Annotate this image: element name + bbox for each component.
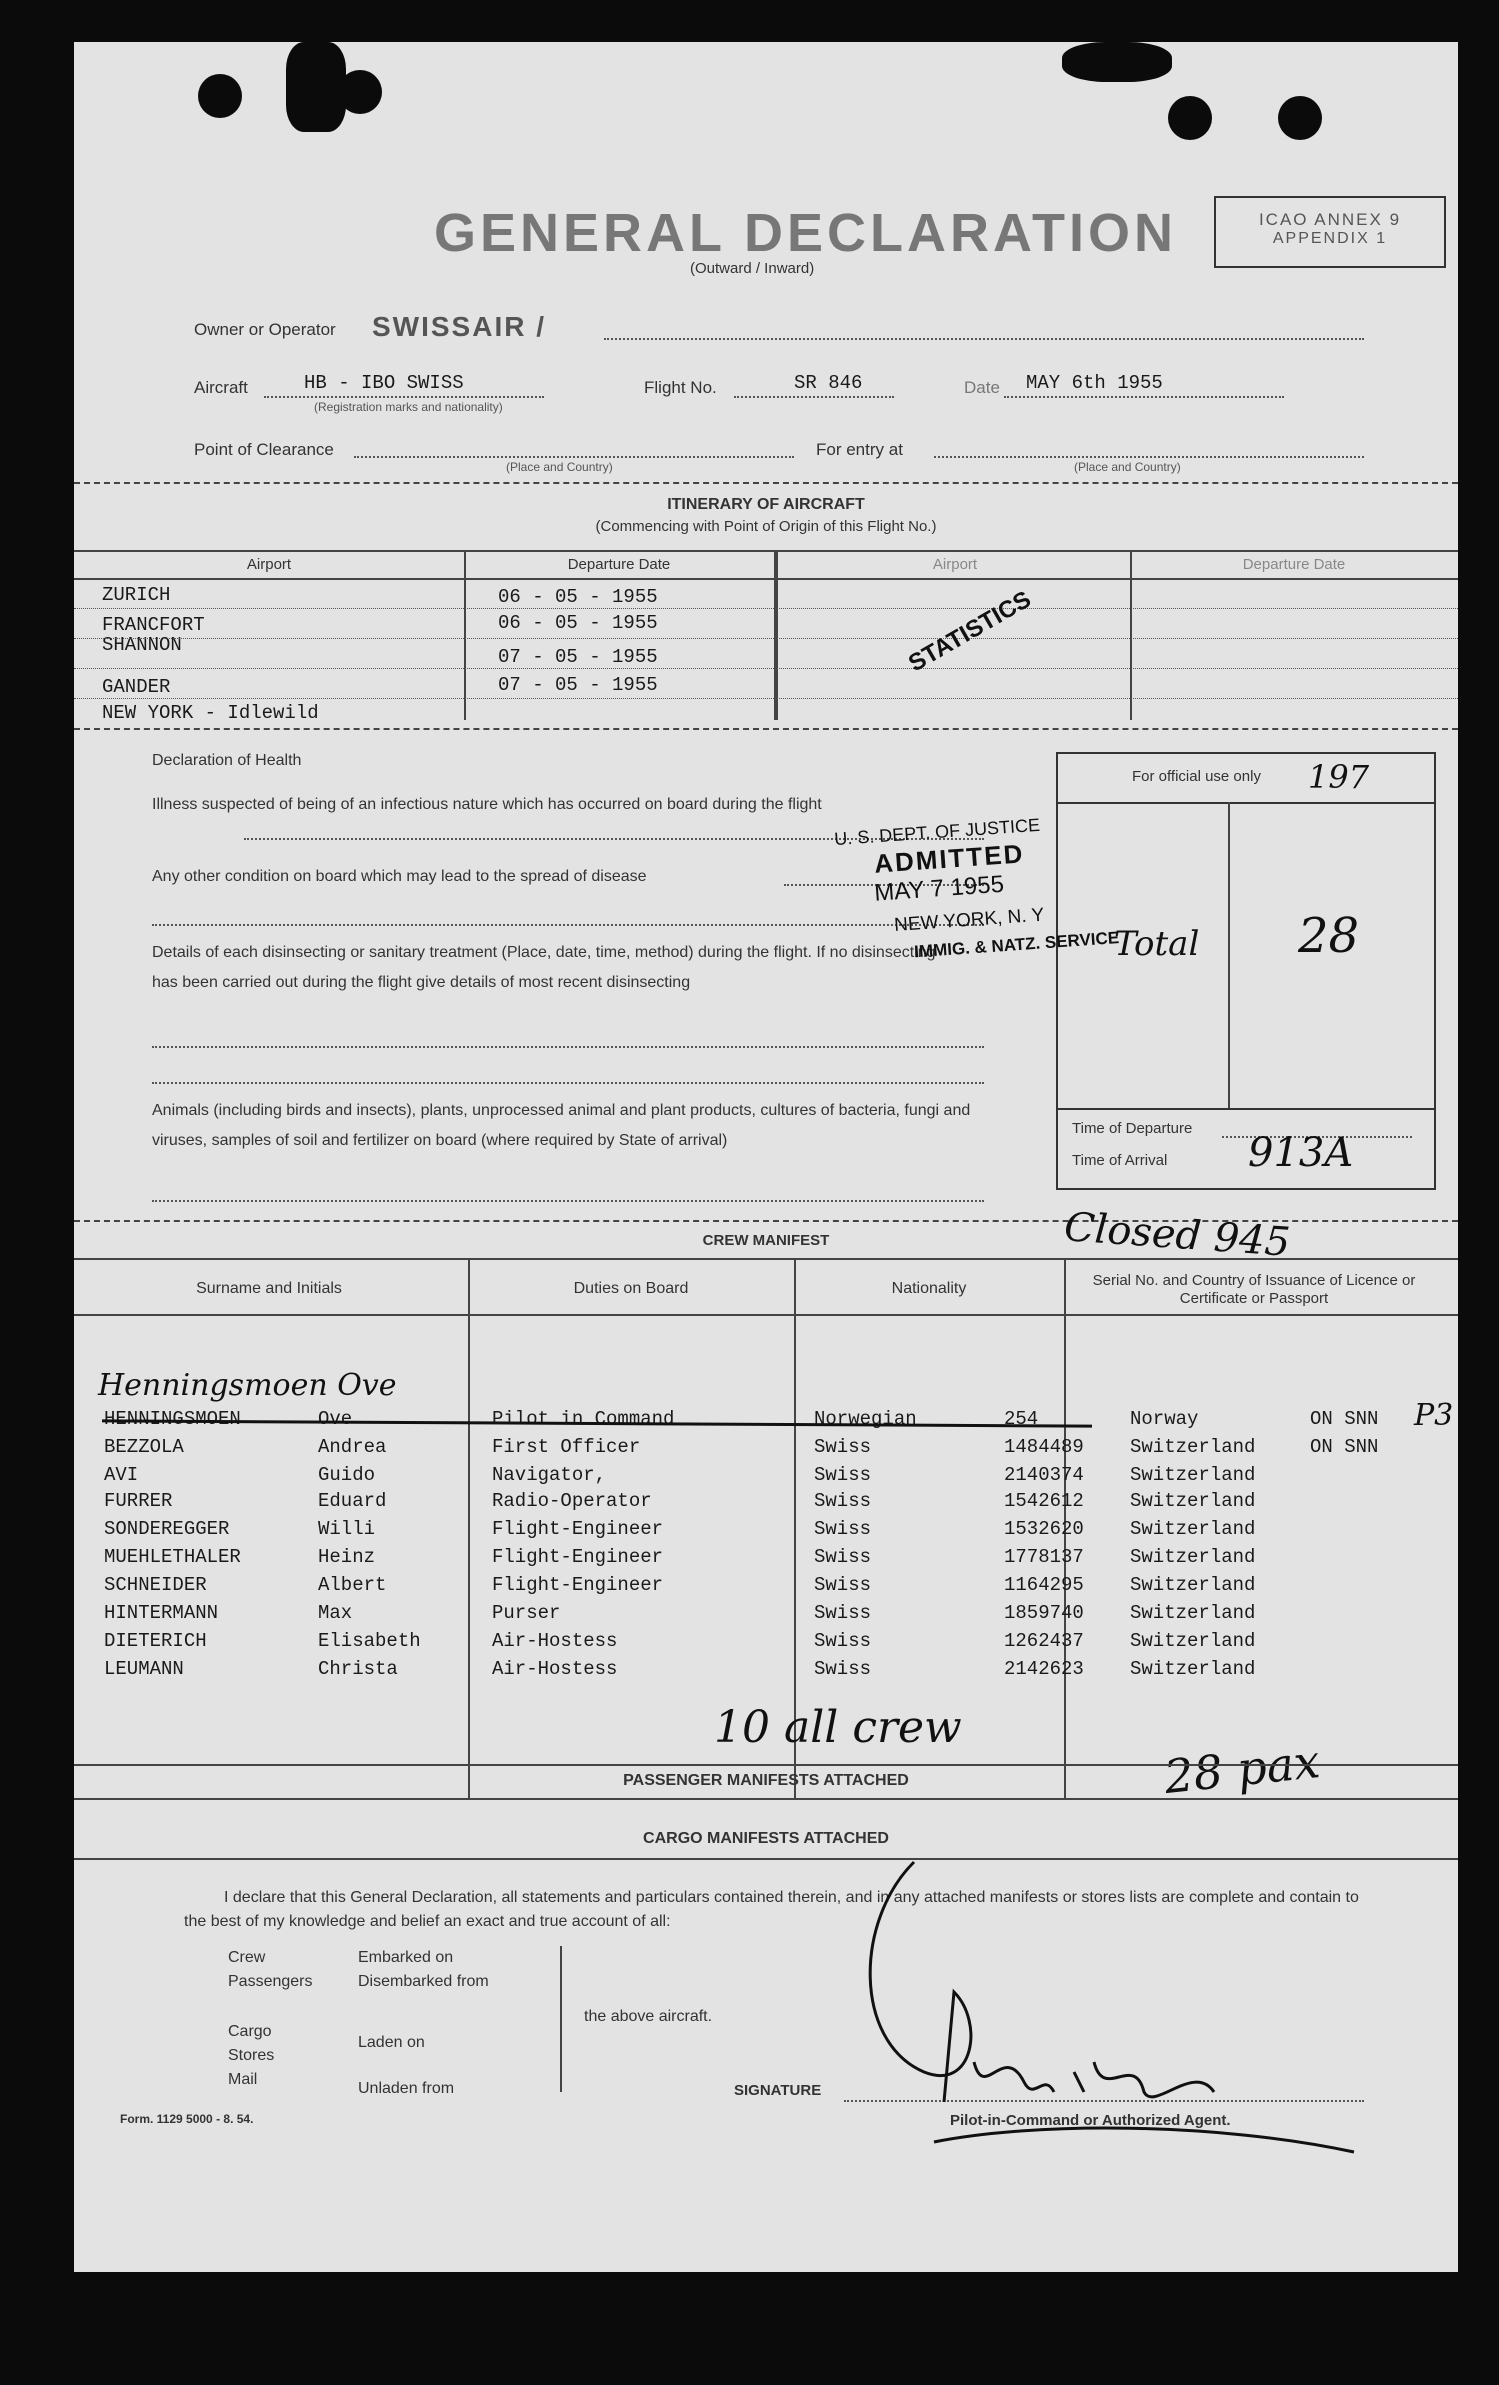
stamp-line: NEW YORK, N. Y <box>893 904 1045 937</box>
disinsecting-text: Details of each disinsecting or sanitary treatment (Place, date, time, method) during the flight. If no disinsecting has been carried out during the flight give details of most recent disinsecting <box>152 944 936 991</box>
col-serial: Serial No. and Country of Issuance of Licence or Certificate or Passport <box>1092 1272 1416 1307</box>
crew-surname: BEZZOLA <box>104 1436 184 1458</box>
divider <box>74 482 1458 484</box>
passengers-label: Passengers <box>228 1973 313 1990</box>
crew-surname: DIETERICH <box>104 1630 207 1652</box>
col-surname: Surname and Initials <box>196 1280 342 1297</box>
crew-duty: Flight-Engineer <box>492 1518 664 1540</box>
aircraft-label: Aircraft <box>194 378 248 397</box>
col-airport-2: Airport <box>932 556 978 573</box>
divider <box>74 1798 1458 1800</box>
disinsecting-line-2 <box>152 1082 984 1084</box>
laden-group <box>358 2020 454 2112</box>
crew-nationality: Swiss <box>814 1602 872 1624</box>
date-value: MAY 6th 1955 <box>1026 372 1163 394</box>
crew-initials: Ove <box>318 1408 353 1430</box>
punch-hole <box>198 74 242 118</box>
crew-initials: Heinz <box>318 1546 376 1568</box>
itinerary-date: 06 - 05 - 1955 <box>498 612 658 634</box>
annex-line1: ICAO ANNEX 9 <box>1258 210 1402 229</box>
time-arrival-label: Time of Arrival <box>1072 1152 1168 1169</box>
crew-initials: Willi <box>318 1518 376 1540</box>
crew-country: Switzerland <box>1130 1602 1256 1624</box>
crew-country: Switzerland <box>1130 1546 1256 1568</box>
unladen-label: Unladen from <box>358 2080 455 2097</box>
crew-pax-group <box>228 1946 313 1994</box>
crew-serial: 1859740 <box>1004 1602 1084 1624</box>
crew-nationality: Swiss <box>814 1546 872 1568</box>
owner-label: Owner or Operator <box>194 320 336 339</box>
divider <box>74 578 1458 580</box>
crew-duty: Air-Hostess <box>492 1630 618 1652</box>
crew-title: CREW MANIFEST <box>702 1232 830 1249</box>
crew-country: Switzerland <box>1130 1464 1256 1486</box>
crew-label: Crew <box>228 1949 266 1966</box>
entry-line <box>934 456 1364 458</box>
embarked-label: Embarked on <box>358 1949 454 1966</box>
col-departure: Departure Date <box>567 556 671 573</box>
crew-duty: Flight-Engineer <box>492 1546 664 1568</box>
crew-initials: Guido <box>318 1464 376 1486</box>
entry-note: (Place and Country) <box>1074 460 1181 474</box>
crew-duty: Navigator, <box>492 1464 607 1486</box>
crew-nationality: Swiss <box>814 1658 872 1680</box>
col-sep <box>464 550 466 720</box>
torn-paper <box>286 42 346 132</box>
punch-hole <box>1168 96 1212 140</box>
cargo-manifests: CARGO MANIFESTS ATTACHED <box>643 1830 889 1847</box>
itinerary-airport: ZURICH <box>102 584 171 606</box>
col-duties: Duties on Board <box>573 1280 689 1297</box>
crew-surname: MUEHLETHALER <box>104 1546 241 1568</box>
crew-serial: 254 <box>1004 1408 1039 1430</box>
itinerary-title: ITINERARY OF AIRCRAFT <box>667 496 865 513</box>
col-airport: Airport <box>246 556 292 573</box>
divider <box>74 1258 1458 1260</box>
signature-scribble <box>834 1842 1394 2212</box>
crew-serial: 1778137 <box>1004 1546 1084 1568</box>
crew-country: Switzerland <box>1130 1574 1256 1596</box>
box-divider <box>1058 1108 1434 1110</box>
crew-surname: AVI <box>104 1464 139 1486</box>
passenger-manifests: PASSENGER MANIFESTS ATTACHED <box>623 1772 909 1789</box>
crew-serial: 1484489 <box>1004 1436 1084 1458</box>
crew-surname: FURRER <box>104 1490 173 1512</box>
total-value: 28 <box>1298 908 1360 964</box>
declaration-text: I declare that this General Declaration, all statements and particulars contained therein, and in any attached manifests or stores lists are complete and contain to the best of my knowledge and belief an exact and true account of all: <box>184 1889 1359 1930</box>
itinerary-airport: SHANNON <box>102 634 182 656</box>
annex-line2: APPENDIX 1 <box>1272 230 1388 247</box>
pax-count: 28 pax <box>1161 1733 1323 1805</box>
crew-duty: Air-Hostess <box>492 1658 618 1680</box>
row-line <box>74 698 1458 699</box>
owner-value: SWISSAIR / <box>372 311 547 342</box>
form-title: GENERAL DECLARATION <box>434 203 1178 263</box>
row-line <box>74 668 1458 669</box>
itinerary-airport: FRANCFORT <box>102 614 205 636</box>
crew-duty: Flight-Engineer <box>492 1574 664 1596</box>
crew-duty: First Officer <box>492 1436 641 1458</box>
crew-nationality: Norwegian <box>814 1408 917 1430</box>
crew-extra: ON SNN <box>1310 1408 1379 1430</box>
col-sep <box>468 1258 470 1800</box>
form-number: Form. 1129 5000 - 8. 54. <box>120 2112 254 2126</box>
crew-duty: Purser <box>492 1602 561 1624</box>
cargo-group <box>228 2020 274 2092</box>
itinerary-airport: NEW YORK - Idlewild <box>102 702 319 724</box>
crew-nationality: Swiss <box>814 1574 872 1596</box>
col-departure-2: Departure Date <box>1242 556 1346 573</box>
crew-country: Switzerland <box>1130 1490 1256 1512</box>
crew-country: Switzerland <box>1130 1658 1256 1680</box>
flight-label: Flight No. <box>644 378 717 397</box>
official-label: For official use only <box>1132 768 1261 785</box>
crew-initials: Max <box>318 1602 353 1624</box>
stamp-line: IMMIG. & NATZ. SERVICE <box>913 928 1120 962</box>
disembarked-label: Disembarked from <box>358 1973 489 1990</box>
crew-extra: ON SNN <box>1310 1436 1379 1458</box>
crew-country: Switzerland <box>1130 1436 1256 1458</box>
crew-surname: HINTERMANN <box>104 1602 219 1624</box>
stores-label: Stores <box>228 2047 275 2064</box>
laden-label: Laden on <box>358 2034 425 2051</box>
other-text: Any other condition on board which may lead to the spread of disease <box>152 868 647 885</box>
clearance-label: Point of Clearance <box>194 440 334 459</box>
crew-initials: Eduard <box>318 1490 387 1512</box>
clearance-note: (Place and Country) <box>506 460 613 474</box>
animals-line <box>152 1200 984 1202</box>
itinerary-subtitle: (Commencing with Point of Origin of this Flight No.) <box>595 518 937 535</box>
entry-label: For entry at <box>816 440 903 459</box>
crew-country: Switzerland <box>1130 1630 1256 1652</box>
official-number: 197 <box>1308 758 1370 796</box>
divider <box>74 1764 1458 1766</box>
stamp-line: U. S. DEPT. OF JUSTICE <box>833 814 1041 850</box>
itinerary-date: 07 - 05 - 1955 <box>498 646 658 668</box>
signature-label: SIGNATURE <box>734 2082 822 2099</box>
statistics-stamp: STATISTICS <box>904 585 1036 678</box>
torn-paper <box>1062 42 1172 82</box>
handwritten-name: Henningsmoen Ove <box>98 1368 397 1403</box>
crew-initials: Albert <box>318 1574 387 1596</box>
itinerary-date: 07 - 05 - 1955 <box>498 674 658 696</box>
signature-sub: Pilot-in-Command or Authorized Agent. <box>950 2112 1231 2129</box>
crew-surname: HENNINGSMOEN <box>104 1408 241 1430</box>
box-divider <box>1058 802 1434 804</box>
crew-duty: Pilot in Command <box>492 1408 675 1430</box>
crew-initials: Christa <box>318 1658 398 1680</box>
annex-box <box>1214 196 1446 268</box>
form-subtitle: (Outward / Inward) <box>690 260 815 277</box>
col-sep <box>1130 550 1132 720</box>
crew-nationality: Swiss <box>814 1436 872 1458</box>
date-line <box>1004 396 1284 398</box>
immigration-stamp <box>833 814 1154 962</box>
col-nationality: Nationality <box>891 1280 967 1297</box>
crew-initials: Andrea <box>318 1436 387 1458</box>
initial-mark: P3 <box>1414 1398 1454 1433</box>
date-label: Date <box>964 378 1000 397</box>
box-col-sep <box>1228 802 1230 1108</box>
divider <box>74 1314 1458 1316</box>
time-arrival-value: 913A <box>1248 1130 1354 1176</box>
ten-all-crew: 10 all crew <box>714 1702 962 1753</box>
itinerary-airport: GANDER <box>102 676 171 698</box>
bracket <box>560 1946 562 2092</box>
owner-line <box>604 338 1364 340</box>
stamp-line: ADMITTED <box>873 838 1026 879</box>
divider <box>74 728 1458 730</box>
closed-note: Closed 945 <box>1062 1204 1292 1266</box>
crew-serial: 1164295 <box>1004 1574 1084 1596</box>
above-aircraft: the above aircraft. <box>584 2008 713 2025</box>
total-label: Total <box>1114 924 1200 964</box>
crew-serial: 1542612 <box>1004 1490 1084 1512</box>
crew-serial: 1532620 <box>1004 1518 1084 1540</box>
crew-country: Norway <box>1130 1408 1199 1430</box>
illness-text: Illness suspected of being of an infectious nature which has occurred on board during the flight <box>152 796 822 813</box>
divider <box>74 550 1458 552</box>
crew-initials: Elisabeth <box>318 1630 421 1652</box>
stamp-line: MAY 7 1955 <box>873 870 1005 907</box>
health-title: Declaration of Health <box>152 752 302 769</box>
crew-surname: SONDEREGGER <box>104 1518 230 1540</box>
col-sep <box>774 550 778 720</box>
cargo-label: Cargo <box>228 2023 272 2040</box>
clearance-line <box>354 456 794 458</box>
crew-nationality: Swiss <box>814 1518 872 1540</box>
crew-duty: Radio-Operator <box>492 1490 652 1512</box>
itinerary-date: 06 - 05 - 1955 <box>498 586 658 608</box>
crew-nationality: Swiss <box>814 1490 872 1512</box>
crew-nationality: Swiss <box>814 1630 872 1652</box>
aircraft-line <box>264 396 544 398</box>
crew-serial: 1262437 <box>1004 1630 1084 1652</box>
crew-nationality: Swiss <box>814 1464 872 1486</box>
aircraft-note: (Registration marks and nationality) <box>314 400 503 414</box>
animals-text: Animals (including birds and insects), plants, unprocessed animal and plant products, cultures of bacteria, fungi and viruses, samples of soil and fertilizer on board (where required by State of arrival) <box>152 1102 971 1149</box>
punch-hole <box>1278 96 1322 140</box>
row-line <box>74 608 1458 609</box>
crew-country: Switzerland <box>1130 1518 1256 1540</box>
crew-surname: SCHNEIDER <box>104 1574 207 1596</box>
crew-surname: LEUMANN <box>104 1658 184 1680</box>
mail-label: Mail <box>228 2071 258 2088</box>
embark-group <box>358 1946 489 1994</box>
disinsecting-line <box>152 1046 984 1048</box>
flight-line <box>734 396 894 398</box>
row-line <box>74 638 1458 639</box>
crew-serial: 2140374 <box>1004 1464 1084 1486</box>
flight-value: SR 846 <box>794 372 863 394</box>
time-departure-label: Time of Departure <box>1072 1120 1193 1137</box>
aircraft-value: HB - IBO SWISS <box>304 372 464 394</box>
crew-serial: 2142623 <box>1004 1658 1084 1680</box>
declaration-form <box>74 42 1458 2272</box>
